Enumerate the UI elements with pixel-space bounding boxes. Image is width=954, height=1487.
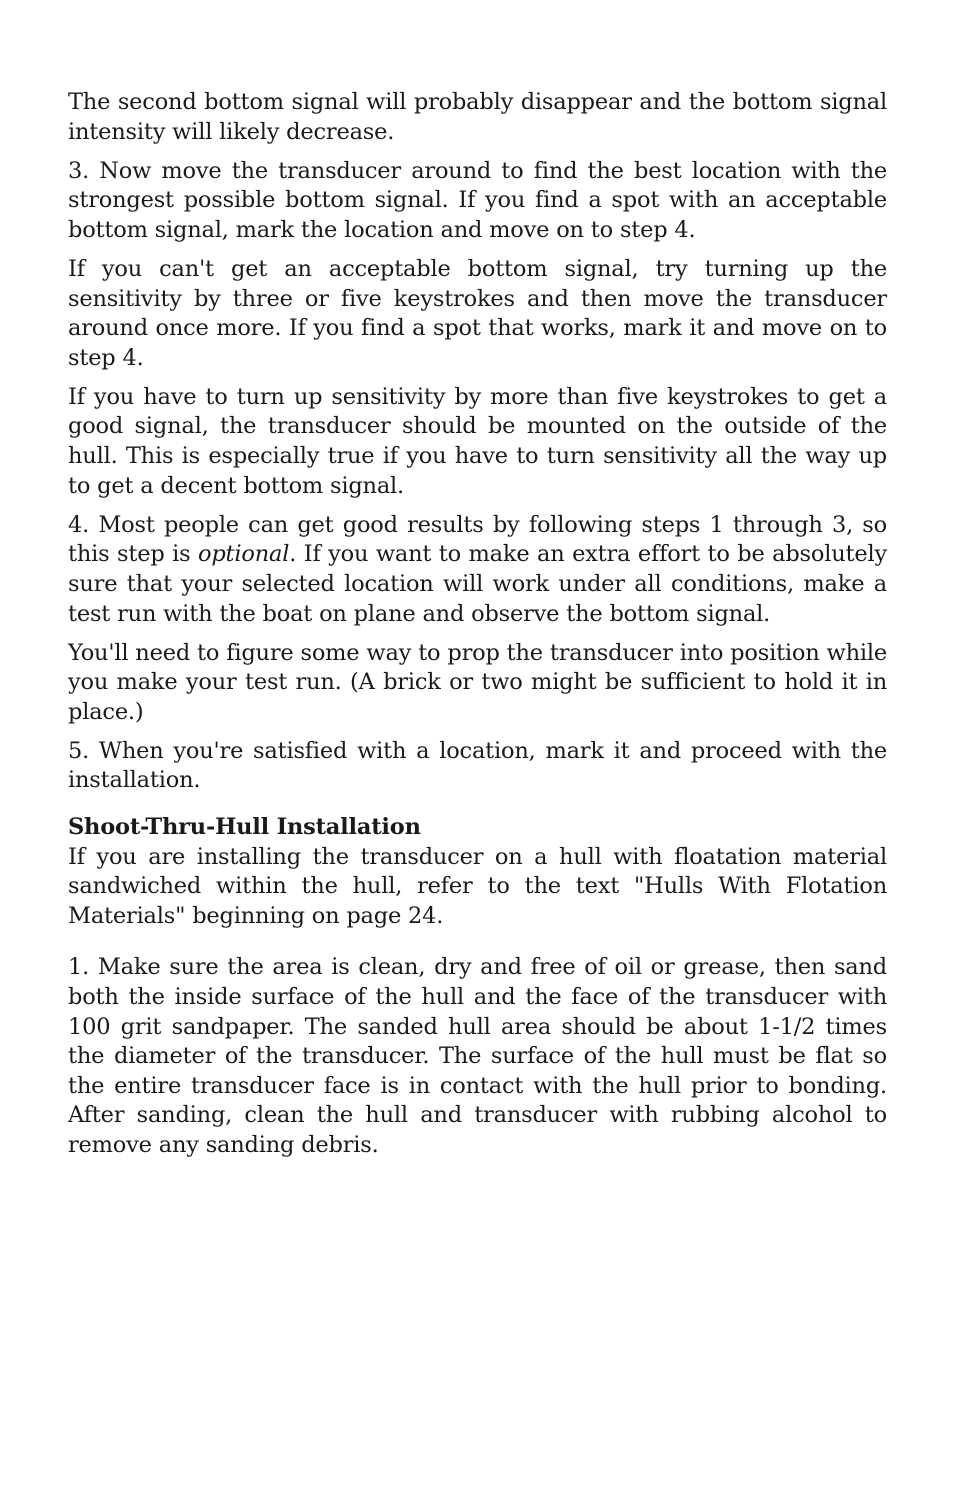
paragraph-section-intro: If you are installing the transducer on a hull with floatation material sandwiched within the hull, refer to the text "Hulls With Flotation Materials" beginning on page 24. — [68, 843, 887, 929]
step-4-text-end: . If you want to make an extra effort to be absolutely sure that your selected location will work under all conditions, make a test run with the boat on plane and observe the bottom signal. — [68, 541, 887, 627]
paragraph-sensitivity: If you can't get an acceptable bottom signal, try turning up the sensitivity by three or five keystrokes and then move the transducer around once more. If you find a spot that works, mark it and move on to step 4. — [68, 255, 887, 371]
paragraph-step-1: 1. Make sure the area is clean, dry and free of oil or grease, then sand both the inside surface of the hull and the face of the transducer with 100 grit sandpaper. The sanded hull area should be about 1-1/2 times the diameter of the transducer. The surface of the hull must be flat so the entire transducer face is in contact with the hull prior to bonding. After sanding, clean the hull and transducer with rubbing alcohol to remove any sanding debris. — [68, 954, 887, 1158]
paragraph-step-4 — [68, 511, 887, 629]
paragraph-test-run: You'll need to figure some way to prop the transducer into position while you make your test run. (A brick or two might be sufficient to hold it in place.) — [68, 639, 887, 725]
paragraph-step-5: 5. When you're satisfied with a location, mark it and proceed with the installation. — [68, 737, 887, 794]
document-page — [68, 88, 887, 1170]
step-4-text-start: 4. Most people can get good results by following steps 1 through 3, so this step is — [68, 511, 887, 568]
paragraph-bottom-signal: The second bottom signal will probably disappear and the bottom signal intensity will likely decrease. — [68, 89, 887, 145]
optional-emphasis: optional — [198, 541, 290, 568]
paragraph-outside-mount: If you have to turn up sensitivity by more than five keystrokes to get a good signal, the transducer should be mounted on the outside of the hull. This is especially true if you have to turn sensitivity all the way up to get a decent bottom signal. — [68, 383, 887, 499]
paragraph-step-3: 3. Now move the transducer around to find the best location with the strongest possible bottom signal. If you find a spot with an acceptable bottom signal, mark the location and move on to step 4. — [68, 157, 887, 243]
section-heading: Shoot-Thru-Hull Installation — [68, 814, 421, 841]
